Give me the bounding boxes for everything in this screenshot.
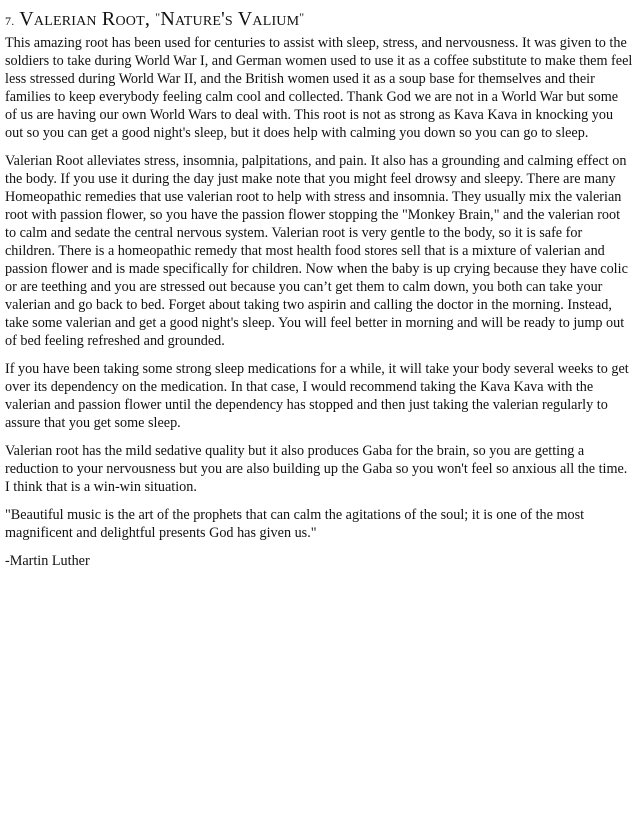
heading-title-part2: Nature's Valium (160, 8, 300, 30)
heading-title-part1: Valerian Root, (19, 8, 151, 30)
paragraph-3: If you have been taking some strong sleep medications for a while, it will take your body several weeks to get over its dependency on the medication. In that case, I would recommend taking the Kava Kava with the valerian and passion flower until the dependency has stopped and then just taking the valerian regularly to assure that you get some sleep. (5, 361, 629, 431)
paragraph-1: This amazing root has been used for centuries to assist with sleep, stress, and nervousness. It was given to the soldiers to take during World War I, and German women used to use it as a coffee substitute to make them feel less stressed during World War II, and the British women used it as a soup base for themselves and their families to keep everybody feeling calm cool and collected. Thank God we are not in a World War but some of us are having our own World Wars to deal with. This root is not as strong as Kava Kava in knocking you out so you can get a good night's sleep, but it does help with calming you down so you can go to sleep. (5, 35, 633, 141)
paragraph-4: Valerian root has the mild sedative quality but it also produces Gaba for the brain, so you are getting a reduction to your nervousness but you are also building up the Gaba so you won't feel so anxious all the time. I think that is a win-win situation. (5, 443, 628, 495)
quote-text: "Beautiful music is the art of the prophets that can calm the agitations of the soul; it is one of the most magnificent and delightful presents God has given us." (5, 507, 585, 541)
section-heading (5, 6, 633, 32)
heading-close-quote: " (299, 10, 305, 24)
paragraph-2: Valerian Root alleviates stress, insomnia, palpitations, and pain. It also has a grounding and calming effect on the body. If you use it during the day just make note that you might feel drowsy and sleepy. There are many Homeopathic remedies that use valerian root to help with stress and insomnia. They usually mix the valerian root with passion flower, so you have the passion flower stopping the "Monkey Brain," and the valerian root to calm and sedate the central nervous system. Valerian root is very gentle to the body, so it is safe for children. There is a homeopathic remedy that most health food stores sell that is a mixture of valerian and passion flower and is made specifically for children. Now when the baby is up crying because they have colic or are teething and you are stressed out because you can’t get them to calm down, you both can take your valerian and go back to bed. Forget about taking two aspirin and calling the doctor in the morning. Instead, take some valerian and get a good night's sleep. You will feel better in morning and will be ready to jump out of bed feeling refreshed and grounded. (5, 153, 628, 349)
document-page (5, 6, 633, 570)
section-number: 7. (5, 14, 15, 28)
quote-attribution: -Martin Luther (5, 553, 90, 569)
heading-open-quote: " (155, 10, 161, 24)
